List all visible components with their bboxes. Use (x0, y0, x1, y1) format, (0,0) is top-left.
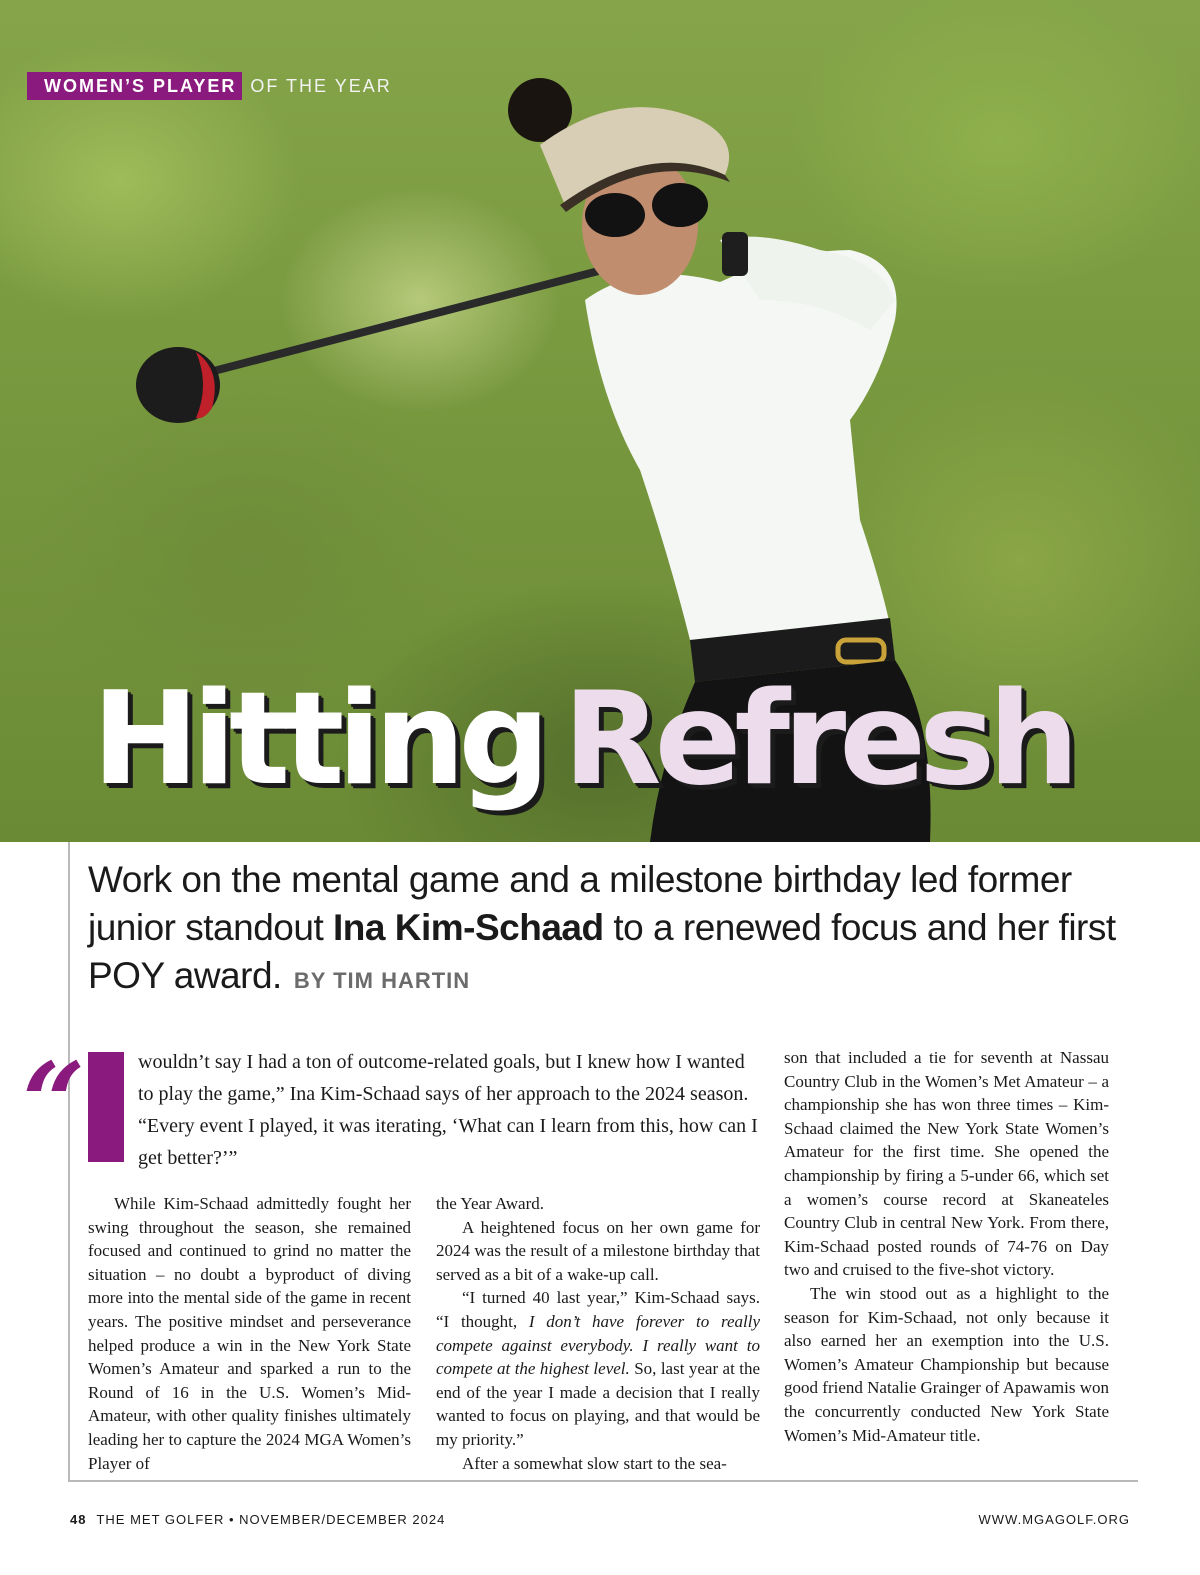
page-number: 48 (70, 1512, 87, 1527)
deck-after: to a renewed focus and her first POY award. (88, 907, 1116, 996)
club-shaft (210, 268, 610, 372)
col3-paragraph-0: son that included a tie for seventh at Nassau Country Club in the Women’s Met Amateur – a championship she has won three times – Kim-Schaad claimed the New York State Women’s Amateur for the first time. She opened the championship by firing a 5-under 66, which set a women’s course record at Skaneateles Country Club in central New York. From there, Kim-Schaad posted rounds of 74-76 on Day two and cruised to the five-shot victory. (784, 1048, 1109, 1280)
kicker-rest: OF THE YEAR (250, 75, 392, 96)
col1-paragraph-1: While Kim-Schaad admittedly fought her swing throughout the season, she remained focused and continued to grind no matter the situation – no doubt a byproduct of diving more into the mental side of the game in recent years. The positive mindset and perseverance helped produce a win in the New York State Women’s Amateur and sparked a run to the Round of 16 in the U.S. Women’s Mid-Amateur, with other quality finishes ultimately leading her to capture the 2024 MGA Women’s Player of (88, 1194, 411, 1473)
sunglasses-right (652, 183, 708, 227)
col3-paragraph-1: The win stood out as a highlight to the season for Kim-Schaad, not only because it also earned her an exemption into the U.S. Women’s Amateur Championship but because good friend Natalie Grainger of Apawamis won the concurrently conducted New York State Women’s Mid-Amateur title. (784, 1283, 1109, 1445)
publication-name: THE MET GOLFER • NOVEMBER/DECEMBER 2024 (96, 1512, 446, 1527)
deck-before: Work on the mental game and a milestone birthday led former junior standout (88, 859, 1072, 948)
col2-paragraph-1: A heightened focus on her own game for 2024 was the result of a milestone birthday that served as a bit of a wake-up call. (436, 1217, 760, 1284)
column-3 (784, 1046, 1109, 1447)
section-kicker (27, 74, 392, 98)
watch (722, 232, 748, 276)
col2-p2-b: So, last year at the end of the year I made a decision that I really wanted to focus on playing, and that would be my priority.” (436, 1359, 760, 1449)
open-quote-icon: “ (22, 1038, 86, 1167)
byline: BY TIM HARTIN (293, 968, 471, 993)
bottom-rule (68, 1480, 1138, 1482)
column-1 (88, 1192, 411, 1475)
sunglasses-left (585, 193, 645, 237)
footer-left (70, 1512, 445, 1527)
footer-url: WWW.MGAGOLF.ORG (978, 1512, 1130, 1527)
col2-paragraph-2 (436, 1286, 760, 1451)
lede-paragraph: wouldn’t say I had a ton of outcome-related goals, but I knew how I wanted to play the game,” Ina Kim-Schaad says of her approach to the 2024 season. “Every event I played, it was iterating, ‘What can I learn from this, how can I get better?’” (138, 1051, 758, 1169)
headline-word-1: Hitting (92, 665, 543, 814)
column-2 (436, 1192, 760, 1475)
col2-p2-a: “I turned 40 last year,” Kim-Schaad says. “I thought, (436, 1288, 760, 1331)
deck-name: Ina Kim-Schaad (333, 907, 604, 948)
deck (88, 856, 1148, 1005)
headline (92, 665, 1073, 814)
col2-paragraph-0: the Year Award. (436, 1194, 544, 1213)
drop-cap-i (88, 1052, 124, 1162)
col2-paragraph-3: After a somewhat slow start to the sea- (462, 1453, 727, 1473)
headline-word-2: Refresh (563, 665, 1073, 814)
col2-p2-italic: I don’t have forever to really compete against everybody. I really want to compete at the highest level. (436, 1311, 760, 1379)
kicker-highlight: WOMEN’S PLAYER (27, 72, 242, 100)
